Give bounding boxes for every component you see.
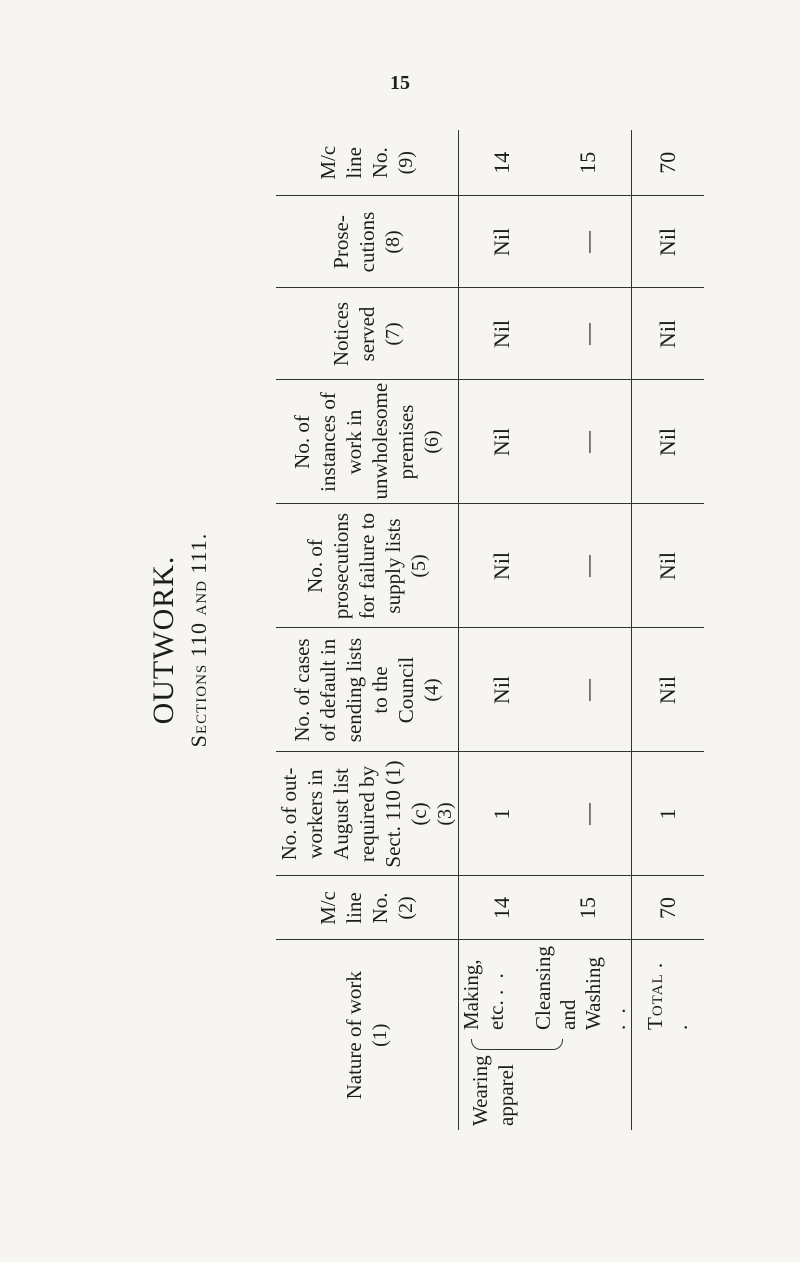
page-number: 15	[390, 72, 410, 94]
cell-default: —	[545, 628, 632, 752]
cell-instances: —	[545, 380, 632, 504]
nature-cleansing: Cleansing and Washing . .	[531, 946, 630, 1030]
cell-prosecutions-lists: —	[545, 504, 632, 628]
cell-prosecutions: —	[545, 196, 632, 288]
table-row-total	[632, 130, 705, 1130]
table-row	[459, 130, 546, 1130]
header-mc-line-end: M/c line No. (9)	[276, 130, 459, 196]
cell-mc-line-end: 15	[545, 130, 632, 196]
total-label: Total	[643, 973, 667, 1030]
cell-mc-line: 70	[632, 876, 705, 940]
header-instances: No. of instances of work in unwholesome premises (6)	[276, 380, 459, 504]
brace-mark	[471, 1039, 563, 1050]
nature-group-cell	[459, 940, 632, 1130]
cell-mc-line-end: 70	[632, 130, 705, 196]
cell-notices: Nil	[632, 288, 705, 380]
cell-prosecutions: Nil	[459, 196, 546, 288]
header-default: No. of cases of default in sending lists to the Council (4)	[276, 628, 459, 752]
cell-prosecutions-lists: Nil	[459, 504, 546, 628]
nature-making: Making, etc. . .	[459, 959, 508, 1030]
cell-mc-line: 15	[545, 876, 632, 940]
cell-prosecutions-lists: Nil	[632, 504, 705, 628]
cell-instances: Nil	[459, 380, 546, 504]
cell-notices: —	[545, 288, 632, 380]
outwork-table	[276, 130, 704, 1130]
group-label: Wearing apparel	[468, 1055, 518, 1126]
heading-title: OUTWORK.	[147, 555, 180, 725]
table-header-row	[276, 130, 459, 1130]
cell-mc-line-end: 14	[459, 130, 546, 196]
cell-outworkers: 1	[632, 752, 705, 876]
header-prosecutions: Prose-cutions (8)	[276, 196, 459, 288]
cell-instances: Nil	[632, 380, 705, 504]
header-mc-line: M/c line No. (2)	[276, 876, 459, 940]
heading-subtitle: Sections 110 and 111.	[186, 532, 211, 748]
total-label-cell: Total . .	[632, 940, 705, 1130]
cell-outworkers: 1	[459, 752, 546, 876]
cell-prosecutions: Nil	[632, 196, 705, 288]
header-nature: Nature of work (1)	[276, 940, 459, 1130]
header-notices: Notices served (7)	[276, 288, 459, 380]
cell-default: Nil	[632, 628, 705, 752]
header-prosecutions-lists: No. of prosecutions for failure to supply lists (5)	[276, 504, 459, 628]
header-outworkers: No. of out-workers in August list required by Sect. 110 (1) (c) (3)	[276, 752, 459, 876]
cell-default: Nil	[459, 628, 546, 752]
cell-outworkers: —	[545, 752, 632, 876]
cell-notices: Nil	[459, 288, 546, 380]
cell-mc-line: 14	[459, 876, 546, 940]
